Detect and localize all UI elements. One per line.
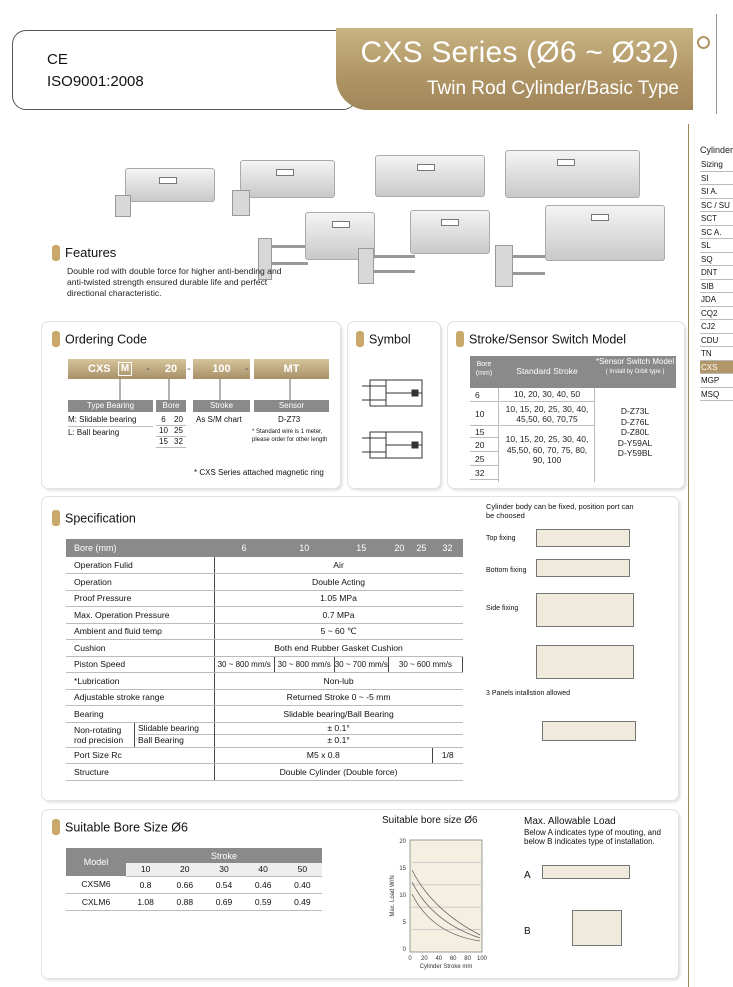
spec-label: Bearing <box>66 706 214 723</box>
features-text: Double rod with double force for higher anti-bending and anti-twisted strength ensured durable life and perfect directional characteristic. <box>67 266 282 298</box>
sidebar-item-sct[interactable]: SCT <box>700 212 733 226</box>
specification-table <box>66 539 463 781</box>
stroke-value: 10 <box>126 863 165 876</box>
stroke-value: 20 <box>165 863 204 876</box>
ordering-code-title: Ordering Code <box>52 332 147 348</box>
spec-label: Port Size Rc <box>66 747 214 764</box>
stroke-value: 40 <box>244 863 283 876</box>
cylinder-plate <box>115 195 131 217</box>
bullet-icon <box>356 331 364 347</box>
spec-value: ± 0.1° <box>215 723 463 736</box>
graph-ytick: 5 <box>402 920 406 926</box>
spec-value: Both end Rubber Gasket Cushion <box>214 640 462 657</box>
load-value: 0.40 <box>283 876 322 893</box>
spec-value: Double Acting <box>214 574 462 591</box>
top-fixing-drawing <box>536 529 630 547</box>
max-load-desc: Below A indicates type of mouting, and below B indicates type of installation. <box>524 828 661 846</box>
sidebar-item-si[interactable]: SI <box>700 172 733 186</box>
load-value: 0.54 <box>204 876 243 893</box>
bullet-icon <box>52 510 60 526</box>
load-value: 1.08 <box>126 893 165 910</box>
sidebar-item-si-a-[interactable]: SI A. <box>700 185 733 199</box>
spec-speed: 30 ~ 800 mm/s <box>274 656 334 673</box>
spec-value: Double Cylinder (Double force) <box>214 764 462 781</box>
stroke-header: Stroke <box>126 848 322 863</box>
spec-nonrot <box>66 722 214 747</box>
spec-label: Ambient and fluid temp <box>66 623 214 640</box>
spec-value: ± 0.1° <box>327 735 350 745</box>
divider <box>498 388 499 482</box>
graph-xtick: 100 <box>476 956 488 962</box>
ce-mark: CE <box>47 51 68 68</box>
spec-label: Max. Operation Pressure <box>66 607 214 624</box>
specification-title: Specification <box>52 511 136 527</box>
wire-note: * Standard wire is 1 meter, please order for other length <box>252 429 328 443</box>
spec-bore-6: 6 <box>214 539 274 557</box>
spec-value: 5 ~ 60 ℃ <box>214 623 462 640</box>
bullet-icon <box>52 245 60 261</box>
sensor-model: D-Z73L <box>620 406 650 416</box>
cylinder-image <box>125 168 215 202</box>
cylinder-rod <box>268 245 308 248</box>
load-value: 0.59 <box>244 893 283 910</box>
stroke-bore-32: 32 <box>470 466 498 480</box>
spec-bore-10: 10 <box>274 539 334 557</box>
stroke-bore-20: 20 <box>470 438 498 452</box>
sidebar-item-sib[interactable]: SIB <box>700 280 733 294</box>
stroke-bore-6: 6 <box>470 388 498 402</box>
stroke-sensor-panel <box>448 322 684 488</box>
stroke-std-6: 10, 20, 30, 40, 50 <box>500 388 594 402</box>
suitable-bore-title: Suitable Bore Size Ø6 <box>52 820 188 836</box>
graph-ytick: 0 <box>402 947 406 953</box>
spec-label: *Lubrication <box>66 673 214 690</box>
sensor-model: D-Z80L <box>620 427 650 437</box>
divider <box>716 14 717 114</box>
spec-value: Slidable bearing/Ball Bearing <box>214 706 462 723</box>
model-name: CXLM6 <box>66 893 126 910</box>
sidebar-item-cxs[interactable]: CXS <box>700 361 733 375</box>
graph-title: Suitable bore size Ø6 <box>382 815 478 826</box>
load-value: 0.69 <box>204 893 243 910</box>
series-banner <box>336 28 693 110</box>
iso-mark: ISO9001:2008 <box>47 73 144 90</box>
panel-install-drawing <box>542 721 636 741</box>
sidebar-item-cj2[interactable]: CJ2 <box>700 320 733 334</box>
max-load-title: Max. Allowable Load <box>524 816 616 827</box>
bore-option: 15 <box>156 436 171 447</box>
sidebar-item-cq2[interactable]: CQ2 <box>700 307 733 321</box>
certification-box <box>12 30 357 110</box>
series-title: CXS Series (Ø6 ~ Ø32) <box>360 36 679 69</box>
spec-bore-25: 25 <box>410 539 432 557</box>
sidebar-item-sizing[interactable]: Sizing <box>700 158 733 172</box>
load-value: 0.46 <box>244 876 283 893</box>
code-dash: - <box>187 363 191 375</box>
bore-option: 10 <box>156 425 171 436</box>
code-bearing-box: M <box>118 362 132 376</box>
code-dash: - <box>245 363 249 375</box>
code-dash: - <box>146 363 150 375</box>
stroke-value: 30 <box>204 863 243 876</box>
spec-speed: 30 ~ 800 mm/s <box>214 656 274 673</box>
sensor-label: Sensor <box>254 400 329 412</box>
graph-ytick: 20 <box>399 839 406 845</box>
stroke-std-15-32: 10, 15, 20, 25, 30, 40, 45,50, 60, 70, 75, 80, 90, 100 <box>505 434 589 465</box>
spec-label: Non-rotating rod precision <box>74 724 124 745</box>
suitable-bore-table <box>66 848 322 911</box>
stroke-sensor-title: Stroke/Sensor Switch Model <box>456 332 626 348</box>
spec-bore-32: 32 <box>432 539 462 557</box>
top-fixing-label: Top fixing <box>486 535 516 542</box>
sensor-model-list <box>594 406 676 459</box>
code-sensor: MT <box>254 359 329 379</box>
spec-label: Cushion <box>66 640 214 657</box>
sidebar-item-sl[interactable]: SL <box>700 239 733 253</box>
spec-bore-15: 15 <box>334 539 388 557</box>
code-stroke: 100 <box>193 359 250 379</box>
load-value: 0.8 <box>126 876 165 893</box>
spec-bore-header: Bore (mm) <box>66 539 214 557</box>
stroke-bore-header: Bore (mm) <box>475 361 493 377</box>
graph-xtick: 20 <box>421 956 428 962</box>
cylinder-image <box>410 210 490 254</box>
stroke-std-10: 10, 15, 20, 25, 30, 40, 45,50, 60, 70,75 <box>500 402 594 426</box>
sidebar-item-tn[interactable]: TN <box>700 347 733 361</box>
spec-label: Adjustable stroke range <box>66 689 214 706</box>
sensor-model: D-Y59AL <box>617 437 653 448</box>
cylinder-image <box>375 155 485 197</box>
banner-dot-icon <box>697 36 710 49</box>
stroke-option: As S/M chart <box>196 415 242 424</box>
spec-value: M5 x 0.8 <box>214 747 432 764</box>
load-value: 0.49 <box>283 893 322 910</box>
bore-option: 32 <box>171 436 186 447</box>
spec-label: Piston Speed <box>66 656 214 673</box>
spec-value: 1.05 MPa <box>214 590 462 607</box>
spec-label: Operation <box>66 574 214 591</box>
divider <box>688 124 689 987</box>
divider <box>68 426 153 427</box>
spec-label: Slidable bearing <box>138 723 214 736</box>
stroke-bore-10: 10 <box>470 402 498 426</box>
sidebar-item-sc-a-[interactable]: SC A. <box>700 226 733 240</box>
bore-option: 25 <box>171 425 186 436</box>
panels-label: 3 Panels intallstion allowed <box>486 690 571 697</box>
spec-label: Structure <box>66 764 214 781</box>
cylinder-plate <box>495 245 513 287</box>
type-a-label: A <box>524 870 531 881</box>
spec-value: 1/8 <box>432 747 462 764</box>
cylinder-image <box>240 160 335 198</box>
sidebar-item-sc-su[interactable]: SC / SU <box>700 199 733 213</box>
symbol-panel <box>348 322 440 488</box>
category-sidebar <box>700 145 733 401</box>
type-b-label: B <box>524 926 531 937</box>
spec-label: Proof Pressure <box>66 590 214 607</box>
magnetic-ring-note: * CXS Series attached magnetic ring <box>194 468 324 477</box>
stroke-label: Stroke <box>193 400 250 412</box>
sensor-model: D-Y59BL <box>617 448 653 458</box>
stroke-sensor-header: *Sensor Switch Model ( Install by Orbit type ) <box>595 357 675 375</box>
series-subtitle: Twin Rod Cylinder/Basic Type <box>426 78 679 99</box>
cylinder-image <box>505 150 640 198</box>
side-fixing-drawing-2 <box>536 645 634 679</box>
cylinder-rod <box>268 262 308 265</box>
code-prefix: CXS <box>68 359 158 379</box>
spec-speed: 30 ~ 700 mm/s <box>334 656 388 673</box>
graph-xlabel: Cylinder Stroke mm <box>419 964 473 970</box>
type-b-drawing <box>572 910 622 946</box>
sidebar-item-cdu[interactable]: CDU <box>700 334 733 348</box>
graph-ytick: 10 <box>399 893 406 899</box>
bore-label: Bore <box>156 400 186 412</box>
mount-note: Cylinder body can be fixed, position port can be choosed <box>486 502 634 520</box>
bullet-icon <box>52 819 60 835</box>
graph-xtick: 60 <box>449 956 457 962</box>
symbol-title: Symbol <box>356 332 411 348</box>
cylinder-rod <box>370 270 415 273</box>
cylinder-plate <box>358 248 374 284</box>
sidebar-item-dnt[interactable]: DNT <box>700 266 733 280</box>
sidebar-item-jda[interactable]: JDA <box>700 293 733 307</box>
code-connector-lines <box>42 322 340 412</box>
graph-ytick: 15 <box>399 866 406 872</box>
type-option: M: Slidable bearing <box>68 415 137 424</box>
stroke-value: 50 <box>283 863 322 876</box>
spec-label: Operation Fulid <box>66 557 214 574</box>
specification-panel <box>42 497 678 800</box>
spec-label: Ball Bearing <box>138 735 184 745</box>
type-a-drawing <box>542 865 630 879</box>
spec-value: Returned Stroke 0 ~ -5 mm <box>214 689 462 706</box>
sidebar-heading: Cylinder <box>700 145 733 155</box>
sidebar-item-mgp[interactable]: MGP <box>700 374 733 388</box>
spec-speed: 30 ~ 600 mm/s <box>388 656 462 673</box>
bore-options <box>156 414 186 448</box>
cylinder-rod <box>370 255 415 258</box>
spec-bore-20: 20 <box>388 539 410 557</box>
type-bearing-label: Type Bearing <box>68 400 153 412</box>
graph-ylabel: Max. Load W/N <box>390 875 396 917</box>
bottom-fixing-label: Bottom fixing <box>486 567 527 574</box>
sidebar-item-msq[interactable]: MSQ <box>700 388 733 402</box>
spec-value: Air <box>214 557 462 574</box>
load-value: 0.66 <box>165 876 204 893</box>
stroke-std-header: Standard Stroke <box>516 366 578 376</box>
sensor-option: D-Z73 <box>278 415 301 424</box>
spec-value: 0.7 MPa <box>214 607 462 624</box>
type-option: L: Ball bearing <box>68 428 120 437</box>
code-bore: 20 <box>156 359 186 379</box>
cylinder-image <box>545 205 665 261</box>
divider <box>594 388 595 482</box>
bore-option: 6 <box>156 414 171 425</box>
features-title: Features <box>52 245 116 262</box>
side-fixing-label: Side fixing <box>486 605 519 612</box>
model-header: Model <box>66 848 126 876</box>
graph-xtick: 0 <box>408 956 412 962</box>
load-value: 0.88 <box>165 893 204 910</box>
sensor-model: D-Z76L <box>620 416 650 427</box>
graph-xtick: 40 <box>435 956 443 962</box>
ordering-code-panel <box>42 322 340 488</box>
pneumatic-symbol <box>362 372 432 472</box>
stroke-bore-15: 15 <box>470 426 498 438</box>
spec-value: Non-lub <box>214 673 462 690</box>
bottom-fixing-drawing <box>536 559 630 577</box>
sidebar-item-sq[interactable]: SQ <box>700 253 733 267</box>
graph-xtick: 80 <box>464 956 471 962</box>
cylinder-plate <box>232 190 250 216</box>
suitable-bore-panel <box>42 810 678 978</box>
model-name: CXSM6 <box>66 876 126 893</box>
bore-option: 20 <box>171 414 186 425</box>
bullet-icon <box>456 331 464 347</box>
stroke-bore-25: 25 <box>470 452 498 466</box>
side-fixing-drawing <box>536 593 634 627</box>
load-graph <box>382 830 486 970</box>
